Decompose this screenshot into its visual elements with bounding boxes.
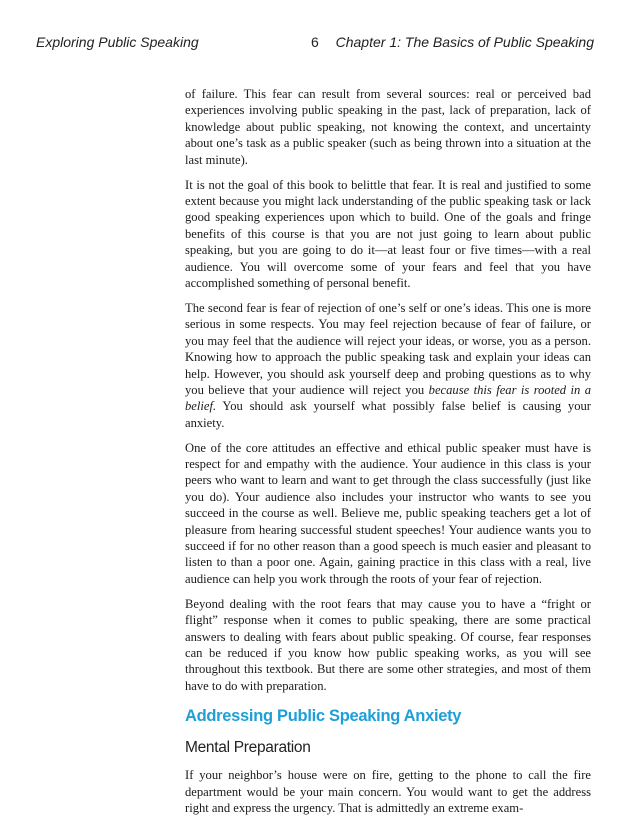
subsection-heading: Mental Preparation — [185, 739, 311, 757]
paragraph-text: You should ask yourself what possibly false belief is causing your anxiety. — [185, 399, 591, 430]
paragraph-neighbor-fire: If your neighbor’s house were on fire, getting to the phone to call the fire department would be your main concern. You would want to get the address right and express the urgency. That is admittedly an extreme exam- — [185, 768, 591, 816]
running-header — [36, 34, 594, 54]
page-number: 6 — [311, 34, 319, 50]
book-title: Exploring Public Speaking — [36, 34, 199, 50]
page-body — [185, 86, 591, 825]
section-heading: Addressing Public Speaking Anxiety — [185, 707, 462, 726]
paragraph-belittle-fear: It is not the goal of this book to belittle that fear. It is real and justified to some extent because you might lack understanding of the public speaking task or lack good speaking experiences upon which to build. One of the goals and fringe benefits of this course is that you are not just going to learn about public speaking, but you are going to do it—at least four or five times—with a real audience. You will overcome some of your fears and feel that you have accomplished something of personal benefit. — [185, 177, 591, 290]
paragraph-fear-of-rejection — [185, 300, 591, 431]
emphasis-text: because this fear is rooted in a belief. — [185, 382, 591, 414]
paragraph-fear-sources: of failure. This fear can result from several sources: real or perceived bad experiences involving public speaking in the past, lack of preparation, lack of knowledge about public speaking, not knowing the context, and uncertainty about one’s task as a public speaker (such as being thrown into a situation at the last minute). — [185, 87, 591, 167]
paragraph-audience-respect: One of the core attitudes an effective and ethical public speaker must have is respect for and empathy with the audience. Your audience in this class is your peers who want to learn and want to get through the class successfully (just like you do). Your audience also includes your instructor who wants to see you succeed in the course as well. Believe me, public speaking teachers get a lot of pleasure from hearing successful student speeches! Your audience wants you to succeed if for no other reason than a good speech is much easier and pleasant to listen to than a poor one. Again, gaining practice in this class with a real, live audience can help you work through the roots of your fear of rejection. — [185, 440, 591, 586]
chapter-title: Chapter 1: The Basics of Public Speaking — [335, 34, 594, 50]
paragraph-text: The second fear is fear of rejection of one’s self or one’s ideas. This one is more serious in some respects. You may feel rejection because of fear of failure, or you may feel that the audience will reject your ideas, or worse, you as a person. Knowing how to approach the public speaking task and explain your ideas can help. However, you should ask yourself deep and probing questions as to why you believe that your audience will reject you — [185, 300, 591, 397]
paragraph-practical-answers: Beyond dealing with the root fears that may cause you to have a “fright or flight” response when it comes to public speaking, there are some practical answers to dealing with fears about public speaking. Of course, fear responses can be reduced if you know how public speaking works, as you will see throughout this textbook. But there are some other strategies, and most of them have to do with preparation. — [185, 596, 591, 693]
